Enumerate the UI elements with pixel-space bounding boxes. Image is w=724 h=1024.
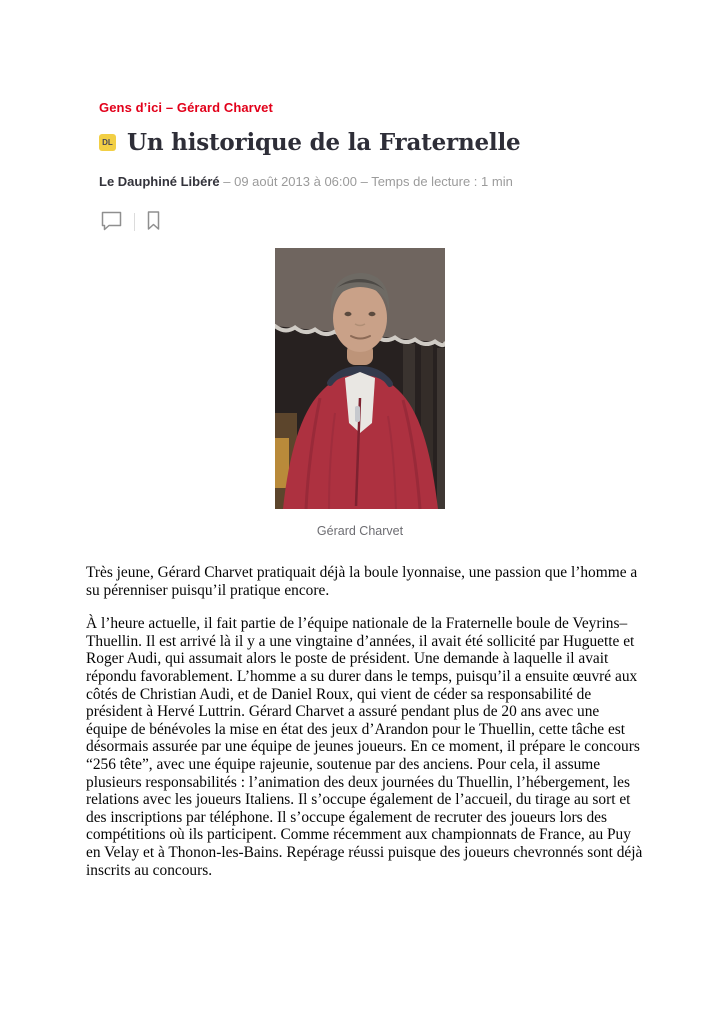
page-title: Un historique de la Fraternelle xyxy=(127,129,521,156)
bookmark-icon xyxy=(146,210,161,234)
article-body xyxy=(86,564,643,895)
photo-caption: Gérard Charvet xyxy=(316,524,404,538)
byline-meta: – 09 août 2013 à 06:00 – Temps de lecture : 1 min xyxy=(219,174,513,189)
dl-logo-icon: DL xyxy=(99,134,116,151)
article-actions xyxy=(100,210,161,234)
article-photo xyxy=(275,248,445,509)
action-divider xyxy=(134,213,135,231)
comment-icon xyxy=(100,210,123,234)
article-paragraph: Très jeune, Gérard Charvet pratiquait déjà la boule lyonnaise, une passion que l’homme a su pérenniser puisqu’il pratique encore. xyxy=(86,564,638,599)
title-row xyxy=(99,129,520,156)
bookmark-button[interactable] xyxy=(146,210,161,234)
byline xyxy=(99,174,513,189)
comment-button[interactable] xyxy=(100,210,123,234)
article-paragraph: À l’heure actuelle, il fait partie de l’équipe nationale de la Fraternelle boule de Veyrins–Thuellin. Il est arrivé là il y a une vingtaine d’années, il avait été sollicité par Huguette et Roger Audi, qui assumait alors le poste de président. Une demande à laquelle il avait répondu favorablement. L’homme a su durer dans le temps, puisqu’il a ensuite œuvré aux côtés de Christian Audi, et de Daniel Roux, qui vient de céder sa responsabilité de président à Hervé Luttrin. Gérard Charvet a assuré pendant plus de 20 ans avec une équipe de bénévoles la mise en état des jeux d’Arandon pour le Thuellin, cette tâche est désormais assurée par une équipe de jeunes joueurs. En ce moment, il prépare le concours “256 tête”, avec une équipe rajeunie, soutenue par des anciens. Pour cela, il assume plusieurs responsabilités : l’animation des deux journées du Thuellin, l’hébergement, les relations avec les joueurs Italiens. Il s’occupe également de l’accueil, du tirage au sort et des inscriptions par téléphone. Il s’occupe également de recruter des joueurs lors des compétitions où ils participent. Comme récemment aux championnats de France, au Puy en Velay et à Thonon-les-Bains. Repérage réussi puisque des joueurs chevronnés sont déjà inscrits au concours. xyxy=(86,615,643,879)
byline-source: Le Dauphiné Libéré xyxy=(99,174,220,189)
category-link[interactable]: Gens d’ici – Gérard Charvet xyxy=(99,100,273,115)
